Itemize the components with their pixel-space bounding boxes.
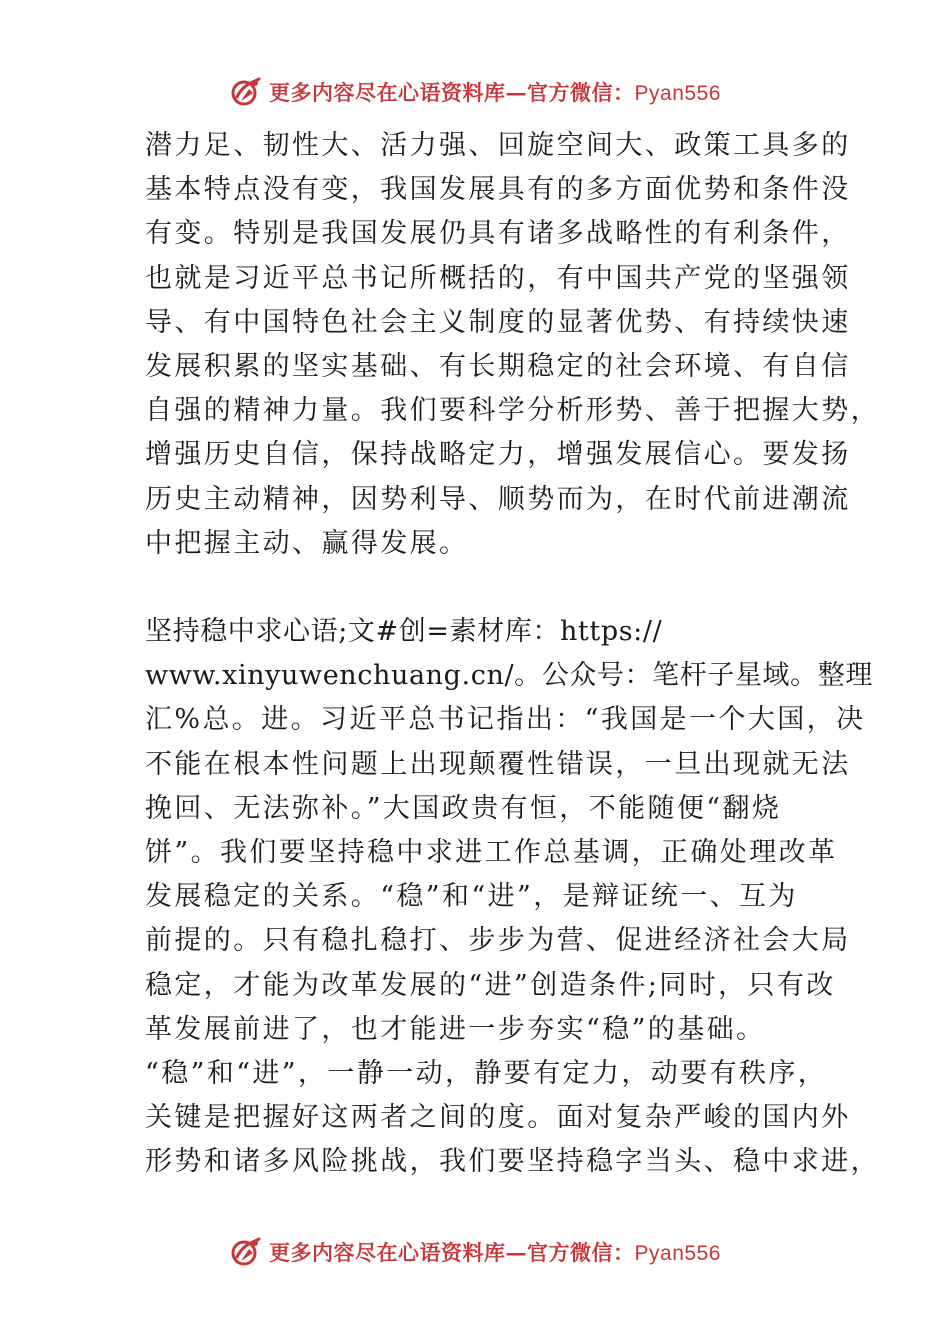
text-line: “稳”和“进”，一静一动，静要有定力，动要有秩序， [145,1057,828,1089]
text-line: 形势和诸多风险挑战，我们要坚持稳字当头、稳中求进， [145,1146,880,1178]
banner-wechat-id: Pyan556 [634,82,721,105]
paragraph-gap [145,566,813,610]
text-line: 也就是习近平总书记所概括的，有中国共产党的坚强领 [145,262,851,294]
brand-logo-icon [229,1235,263,1269]
brand-logo-icon [229,75,263,109]
banner-text [269,77,721,107]
text-line: 饼”。我们要坚持稳中求进工作总基调，正确处理改革 [145,837,838,868]
text-line: 关键是把握好这两者之间的度。面对复杂严峻的国内外 [145,1102,851,1134]
text-line: 革发展前进了，也才能进一步夯实“稳”的基础。 [145,1013,766,1045]
bottom-watermark-banner [0,1230,950,1274]
text-line: 不能在根本性问题上出现颠覆性错误，一旦出现就无法 [145,748,851,780]
text-line: 稳定，才能为改革发展的“进”创造条件;同时，只有改 [145,969,836,1001]
text-line: 发展稳定的关系。“稳”和“进”，是辩证统一、互为 [145,881,798,913]
text-line: 增强历史自信，保持战略定力，增强发展信心。要发扬 [145,439,851,471]
paragraph-1 [145,124,880,566]
banner-wechat-id: Pyan556 [634,1242,721,1265]
text-line: 发展积累的坚实基础、有长期稳定的社会环境、有自信 [145,350,851,382]
text-line: 中把握主动、赢得发展。 [145,527,469,559]
text-line: 潜力足、韧性大、活力强、回旋空间大、政策工具多的 [145,130,851,161]
text-line: 历史主动精神，因势利导、顺势而为，在时代前进潮流 [145,483,851,515]
text-line: 导、有中国特色社会主义制度的显著优势、有持续快速 [145,306,851,338]
banner-label: 更多内容尽在心语资料库—官方微信： [269,80,635,105]
text-line: 基本特点没有变，我国发展具有的多方面优势和条件没 [145,174,851,206]
paragraph-2 [145,610,880,1184]
text-line: www.xinyuwenchuang.cn/。公众号：笔杆子星域。整理 [145,660,873,692]
text-line: 有变。特别是我国发展仍具有诸多战略性的有利条件， [145,218,851,250]
text-line: 前提的。只有稳扎稳打、步步为营、促进经济社会大局 [145,925,851,957]
banner-text [269,1237,721,1267]
banner-label: 更多内容尽在心语资料库—官方微信： [269,1240,635,1265]
text-line: 坚持稳中求心语;文#创=素材库：https:// [145,616,663,648]
top-watermark-banner [0,70,950,114]
text-line: 挽回、无法弥补。”大国政贵有恒，不能随便“翻烧 [145,792,782,824]
document-body [145,124,880,1185]
text-line: 自强的精神力量。我们要科学分析形势、善于把握大势， [145,395,880,427]
text-line: 汇%总。进。习近平总书记指出：“我国是一个大国，决 [145,704,866,736]
